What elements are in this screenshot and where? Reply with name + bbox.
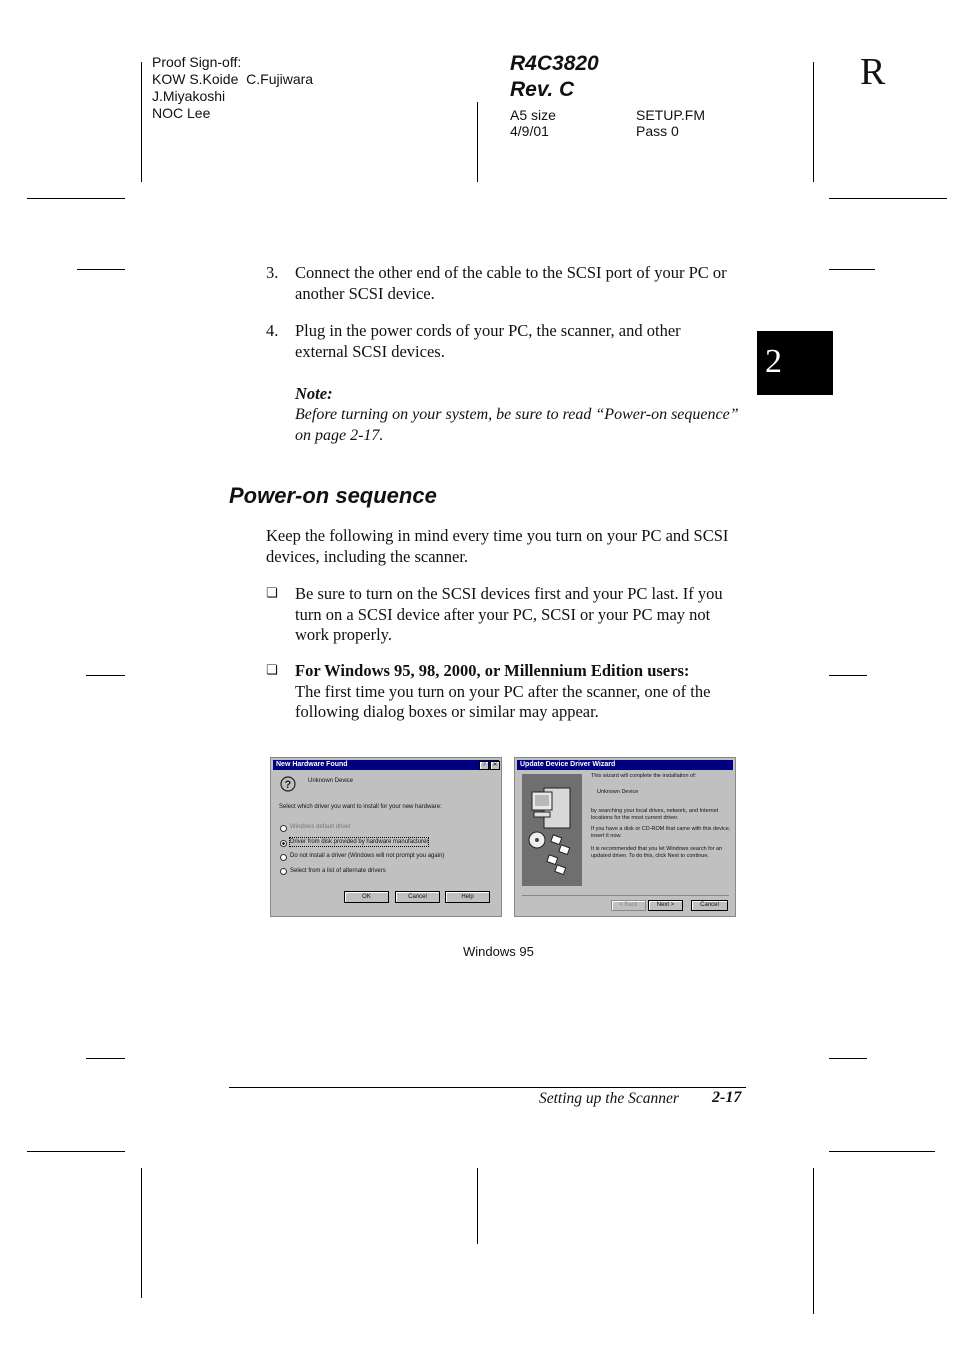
- cancel-button[interactable]: Cancel: [395, 891, 440, 903]
- new-hardware-dialog: [270, 757, 502, 917]
- cancel-button[interactable]: Cancel: [691, 900, 728, 911]
- dialog-titlebar: [517, 760, 733, 770]
- footer-rule: [229, 1087, 746, 1088]
- checkbox-bullet-icon: ❏: [266, 586, 278, 601]
- corner-letter: R: [860, 51, 886, 93]
- device-name: Unknown Device: [308, 778, 354, 784]
- svg-text:?: ?: [284, 779, 292, 791]
- device-name: Unknown Device: [597, 789, 639, 795]
- option-label: Driver from disk provided by hardware manufacturer: [290, 839, 429, 845]
- step-3: [266, 263, 746, 304]
- radio-default-driver[interactable]: [280, 825, 287, 832]
- revision: Rev. C: [510, 78, 575, 101]
- crop-mark: [477, 102, 478, 182]
- note-label: Note:: [295, 384, 333, 403]
- computer-setup-icon: [522, 774, 582, 886]
- crop-mark: [141, 62, 142, 182]
- hardware-wizard-icon: [279, 775, 297, 793]
- chapter-tab: [757, 331, 833, 395]
- radio-alternate-driver[interactable]: [280, 868, 287, 875]
- option-label: Windows default driver: [290, 824, 351, 830]
- proof-signoff: [152, 54, 313, 122]
- proof-line: Proof Sign-off:: [152, 54, 242, 70]
- back-button[interactable]: < Back: [611, 900, 646, 911]
- help-title-button[interactable]: ?: [479, 761, 489, 770]
- crop-mark: [141, 1168, 142, 1298]
- crop-mark: [829, 675, 867, 676]
- paper-size: A5 size: [510, 107, 556, 123]
- crop-mark: [77, 269, 125, 270]
- proof-line: KOW S.Koide C.Fujiwara: [152, 71, 314, 87]
- ok-button[interactable]: OK: [344, 891, 389, 903]
- figure-caption: Windows 95: [463, 944, 534, 959]
- option-label: Select from a list of alternate drivers: [290, 868, 386, 874]
- note-text: Before turning on your system, be sure to read “Power-on sequence” on page 2-17.: [295, 406, 739, 444]
- radio-disk-driver[interactable]: [280, 840, 287, 847]
- model-code: R4C3820: [510, 52, 599, 75]
- help-button[interactable]: Help: [445, 891, 490, 903]
- crop-mark: [829, 269, 875, 270]
- wizard-line-1: This wizard will complete the installation of:: [591, 773, 697, 779]
- update-driver-wizard: [514, 757, 736, 917]
- crop-mark: [829, 1058, 867, 1059]
- step-number: 4.: [266, 321, 279, 340]
- dialog-title: New Hardware Found: [276, 761, 348, 768]
- section-heading: Power-on sequence: [229, 483, 437, 508]
- chapter-number: 2: [765, 343, 782, 380]
- option-label: Do not install a driver (Windows will not prompt you again): [290, 853, 445, 859]
- pass: Pass 0: [636, 123, 679, 139]
- crop-mark: [27, 198, 125, 199]
- dialog-title: Update Device Driver Wizard: [520, 761, 616, 768]
- bullet-item: [266, 661, 746, 723]
- wizard-image-panel: [522, 774, 582, 886]
- wizard-line-4: It is recommended that you let Windows search for an updated driver. To do this, click Next to continue.: [591, 846, 723, 859]
- checkbox-bullet-icon: ❏: [266, 663, 278, 678]
- step-text: Plug in the power cords of your PC, the scanner, and other external SCSI devices.: [295, 321, 681, 361]
- crop-mark: [829, 1151, 935, 1152]
- divider: [522, 895, 729, 896]
- step-number: 3.: [266, 263, 279, 282]
- proof-line: J.Miyakoshi: [152, 88, 226, 104]
- crop-mark: [86, 675, 125, 676]
- next-button[interactable]: Next >: [648, 900, 683, 911]
- crop-mark: [813, 1168, 814, 1314]
- wizard-line-2: by searching your local drives, network, and Internet locations for the most current driver.: [591, 808, 719, 821]
- radio-no-driver[interactable]: [280, 854, 287, 861]
- dialog-titlebar: [273, 760, 499, 770]
- step-text: Connect the other end of the cable to the SCSI port of your PC or another SCSI device.: [295, 263, 727, 303]
- wizard-line-3: If you have a disk or CD-ROM that came with this device, insert it now.: [591, 826, 731, 839]
- bullet-text: Be sure to turn on the SCSI devices first and your PC last. If you turn on a SCSI device after your PC, SCSI or your PC may not work properly.: [295, 584, 723, 644]
- crop-mark: [477, 1168, 478, 1244]
- page-number: 2-17: [712, 1089, 742, 1106]
- crop-mark: [27, 1151, 125, 1152]
- section-intro: Keep the following in mind every time you turn on your PC and SCSI devices, including the scanner.: [266, 526, 729, 566]
- file-name: SETUP.FM: [636, 107, 705, 123]
- step-4: [266, 321, 746, 362]
- crop-mark: [86, 1058, 125, 1059]
- close-title-button[interactable]: ✕: [490, 761, 500, 770]
- bullet-item: [266, 584, 746, 646]
- footer-title: Setting up the Scanner: [539, 1090, 679, 1107]
- date: 4/9/01: [510, 123, 549, 139]
- driver-prompt: Select which driver you want to install for your new hardware:: [279, 804, 442, 810]
- crop-mark: [829, 198, 947, 199]
- crop-mark: [813, 62, 814, 182]
- bullet-bold: For Windows 95, 98, 2000, or Millennium Edition users:: [295, 661, 690, 680]
- proof-line: NOC Lee: [152, 105, 211, 121]
- bullet-text: The first time you turn on your PC after the scanner, one of the following dialog boxes or similar may appear.: [295, 681, 711, 721]
